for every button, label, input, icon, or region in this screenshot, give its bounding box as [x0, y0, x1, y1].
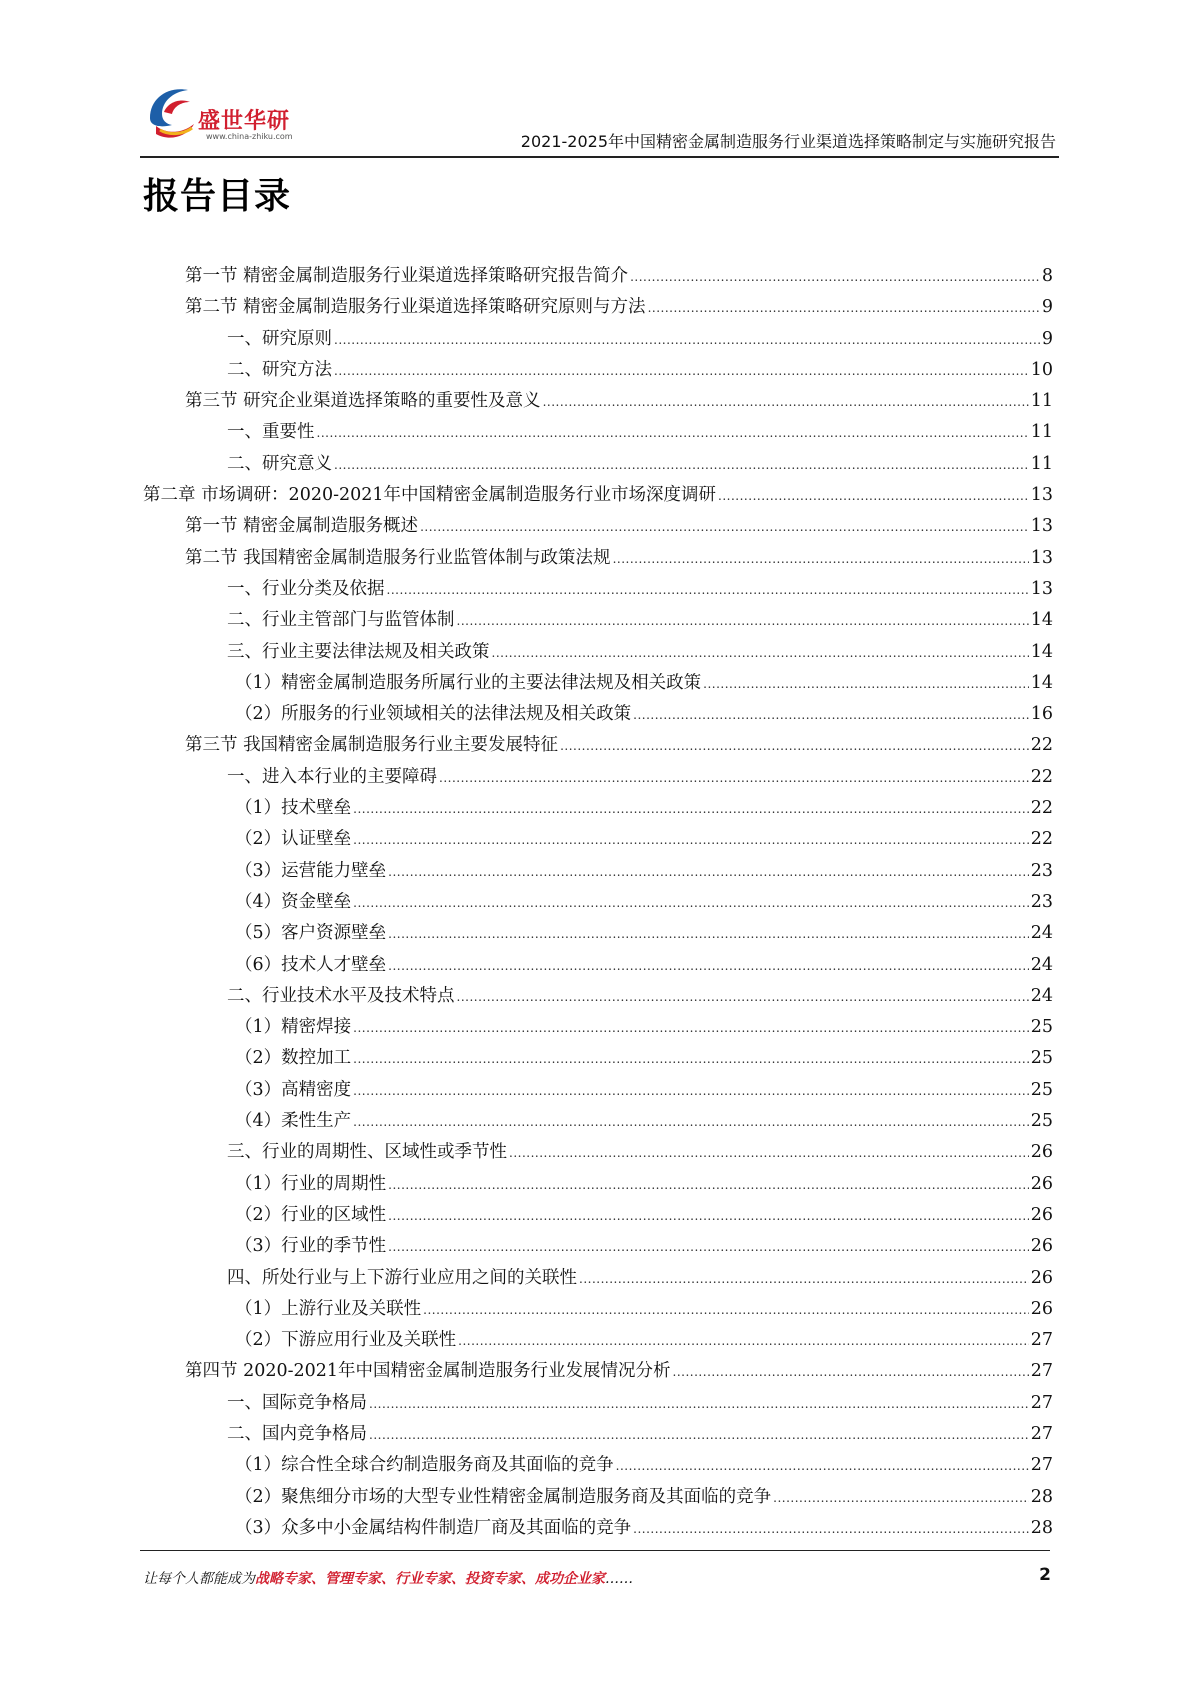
toc-entry[interactable] [143, 355, 1053, 386]
toc-entry[interactable] [143, 1325, 1053, 1356]
toc-dot-leader [388, 951, 1029, 982]
toc-entry-page: 16 [1030, 704, 1053, 725]
toc-entry[interactable] [143, 1388, 1053, 1419]
logo-url: www.china-zhiku.com [206, 132, 293, 141]
toc-entry[interactable] [143, 856, 1053, 887]
toc-entry-title: （3）行业的季节性 [235, 1236, 387, 1257]
toc-dot-leader [334, 450, 1029, 481]
company-logo [142, 84, 342, 144]
toc-entry[interactable] [143, 1263, 1053, 1294]
toc-dot-leader [458, 1326, 1029, 1357]
toc-dot-leader [388, 1201, 1029, 1232]
toc-entry[interactable] [143, 605, 1053, 636]
toc-entry-page: 25 [1030, 1017, 1053, 1038]
toc-entry[interactable] [143, 918, 1053, 949]
toc-entry[interactable] [143, 1012, 1053, 1043]
toc-entry-title: 第一节 精密金属制造服务概述 [185, 516, 419, 537]
toc-entry-title: 一、研究原则 [227, 328, 332, 349]
toc-dot-leader [353, 794, 1029, 825]
toc-dot-leader [579, 1264, 1029, 1295]
toc-entry-title: 第二节 我国精密金属制造服务行业监管体制与政策法规 [185, 547, 611, 568]
toc-dot-leader [353, 825, 1029, 856]
toc-dot-leader [616, 1451, 1029, 1482]
toc-entry-title: （2）下游应用行业及关联性 [235, 1330, 457, 1351]
footer-slogan-prefix: 让每个人都能成为 [143, 1571, 255, 1587]
toc-entry-page: 26 [1030, 1142, 1053, 1163]
toc-entry[interactable] [143, 981, 1053, 1012]
toc-entry[interactable] [143, 417, 1053, 448]
toc-entry-page: 14 [1030, 672, 1053, 693]
toc-entry-page: 25 [1030, 1079, 1053, 1100]
toc-entry-page: 27 [1030, 1423, 1053, 1444]
toc-entry-title: 二、行业主管部门与监管体制 [227, 610, 455, 631]
toc-dot-leader [388, 1232, 1029, 1263]
toc-entry[interactable] [143, 574, 1053, 605]
toc-entry-title: 二、研究意义 [227, 453, 332, 474]
toc-entry-page: 24 [1030, 954, 1053, 975]
toc-entry-page: 25 [1030, 1111, 1053, 1132]
toc-dot-leader [353, 1013, 1029, 1044]
toc-entry-page: 10 [1030, 359, 1053, 380]
toc-entry-page: 26 [1030, 1173, 1053, 1194]
toc-entry-page: 9 [1041, 297, 1053, 318]
toc-entry-title: 第三节 研究企业渠道选择策略的重要性及意义 [185, 391, 541, 412]
toc-dot-leader [439, 763, 1029, 794]
toc-entry-page: 22 [1030, 829, 1053, 850]
toc-dot-leader [334, 325, 1040, 356]
toc-entry-title: 第一节 精密金属制造服务行业渠道选择策略研究报告简介 [185, 266, 629, 286]
toc-dot-leader [369, 1420, 1029, 1451]
toc-entry-page: 9 [1041, 328, 1053, 349]
toc-dot-leader [673, 1357, 1029, 1388]
toc-dot-leader [353, 888, 1029, 919]
toc-entry-title: 一、重要性 [227, 422, 315, 443]
toc-entry[interactable] [143, 511, 1053, 542]
toc-entry[interactable] [143, 824, 1053, 855]
toc-entry[interactable] [143, 1106, 1053, 1137]
toc-entry[interactable] [143, 1137, 1053, 1168]
toc-entry[interactable] [143, 386, 1053, 417]
toc-entry-title: （1）精密金属制造服务所属行业的主要法律法规及相关政策 [235, 672, 702, 693]
toc-entry-page: 14 [1030, 641, 1053, 662]
toc-entry-title: （5）客户资源壁垒 [235, 923, 387, 944]
toc-entry[interactable] [143, 1450, 1053, 1481]
toc-entry-title: 第二章 市场调研：2020-2021年中国精密金属制造服务行业市场深度调研 [143, 485, 717, 506]
table-of-contents [143, 261, 1053, 1544]
toc-entry-page: 25 [1030, 1048, 1053, 1069]
toc-dot-leader [560, 731, 1029, 762]
toc-entry[interactable] [143, 261, 1053, 292]
toc-entry[interactable] [143, 793, 1053, 824]
footer-divider [140, 1550, 1050, 1551]
report-title: 2021-2025年中国精密金属制造服务行业渠道选择策略制定与实施研究报告 [520, 132, 1056, 151]
toc-dot-leader [718, 481, 1029, 512]
toc-entry-page: 22 [1030, 735, 1053, 756]
toc-entry-title: （1）上游行业及关联性 [235, 1298, 422, 1319]
toc-dot-leader [353, 1076, 1029, 1107]
toc-entry-page: 11 [1030, 422, 1053, 443]
toc-entry-page: 26 [1030, 1298, 1053, 1319]
toc-dot-leader [633, 700, 1029, 731]
toc-entry[interactable] [143, 730, 1053, 761]
toc-entry-page: 22 [1030, 798, 1053, 819]
logo-name: 盛世华研 [198, 109, 291, 134]
toc-entry[interactable] [143, 324, 1053, 355]
toc-entry-page: 14 [1030, 610, 1053, 631]
toc-dot-leader [703, 669, 1029, 700]
toc-entry[interactable] [143, 1419, 1053, 1450]
toc-dot-leader [457, 606, 1029, 637]
toc-entry-page: 24 [1030, 985, 1053, 1006]
toc-entry-title: 第四节 2020-2021年中国精密金属制造服务行业发展情况分析 [185, 1361, 671, 1382]
toc-entry-title: （3）高精密度 [235, 1079, 352, 1100]
logo-emblem-icon [142, 84, 202, 144]
toc-dot-leader [387, 575, 1029, 606]
toc-entry-page: 28 [1030, 1517, 1053, 1538]
toc-entry-page: 26 [1030, 1236, 1053, 1257]
toc-entry-page: 11 [1030, 453, 1053, 474]
toc-entry-page: 11 [1030, 391, 1053, 412]
toc-dot-leader [633, 1514, 1029, 1545]
header-divider [140, 156, 1059, 158]
toc-dot-leader [388, 1170, 1029, 1201]
toc-entry[interactable] [143, 668, 1053, 699]
toc-entry-page: 8 [1041, 266, 1053, 286]
toc-entry-title: 二、国内竞争格局 [227, 1423, 367, 1444]
toc-entry-title: 三、行业的周期性、区域性或季节性 [227, 1142, 507, 1163]
toc-entry-title: （1）精密焊接 [235, 1017, 352, 1038]
toc-dot-leader [648, 293, 1040, 324]
toc-dot-leader [613, 544, 1029, 575]
toc-entry[interactable] [143, 637, 1053, 668]
toc-entry-title: （1）行业的周期性 [235, 1173, 387, 1194]
toc-dot-leader [388, 919, 1029, 950]
toc-dot-leader [369, 1389, 1029, 1420]
toc-entry[interactable] [143, 1513, 1053, 1544]
toc-entry[interactable] [143, 1231, 1053, 1262]
toc-entry-page: 13 [1030, 547, 1053, 568]
toc-entry-title: （2）认证壁垒 [235, 829, 352, 850]
toc-entry[interactable] [143, 1200, 1053, 1231]
toc-entry[interactable] [143, 950, 1053, 981]
toc-entry[interactable] [143, 292, 1053, 323]
toc-dot-leader [420, 512, 1029, 543]
toc-dot-leader [630, 262, 1040, 293]
toc-entry[interactable] [143, 449, 1053, 480]
toc-entry[interactable] [143, 699, 1053, 730]
toc-entry[interactable] [143, 1356, 1053, 1387]
toc-dot-leader [773, 1483, 1029, 1514]
toc-dot-leader [423, 1295, 1029, 1326]
toc-dot-leader [457, 982, 1029, 1013]
toc-entry-page: 22 [1030, 766, 1053, 787]
toc-entry-page: 13 [1030, 578, 1053, 599]
toc-entry-title: （6）技术人才壁垒 [235, 954, 387, 975]
toc-entry-page: 26 [1030, 1267, 1053, 1288]
toc-entry-title: （4）资金壁垒 [235, 891, 352, 912]
toc-entry-title: 四、所处行业与上下游行业应用之间的关联性 [227, 1267, 577, 1288]
toc-entry-title: （3）众多中小金属结构件制造厂商及其面临的竞争 [235, 1517, 632, 1538]
toc-entry[interactable] [143, 1075, 1053, 1106]
toc-entry-page: 27 [1030, 1330, 1053, 1351]
toc-entry-title: 二、行业技术水平及技术特点 [227, 985, 455, 1006]
toc-entry-title: （2）所服务的行业领域相关的法律法规及相关政策 [235, 704, 632, 725]
toc-entry-title: （1）技术壁垒 [235, 798, 352, 819]
toc-entry-title: （2）聚焦细分市场的大型专业性精密金属制造服务商及其面临的竞争 [235, 1486, 772, 1507]
toc-entry[interactable] [143, 480, 1053, 511]
toc-entry-title: 第三节 我国精密金属制造服务行业主要发展特征 [185, 735, 559, 756]
footer-slogan-highlight: 战略专家、管理专家、行业专家、投资专家、成功企业家 [255, 1571, 605, 1587]
toc-entry[interactable] [143, 887, 1053, 918]
toc-entry-title: 一、国际竞争格局 [227, 1392, 367, 1413]
toc-entry-title: 一、行业分类及依据 [227, 578, 385, 599]
toc-entry[interactable] [143, 1043, 1053, 1074]
toc-dot-leader [353, 1107, 1029, 1138]
toc-entry[interactable] [143, 543, 1053, 574]
toc-entry[interactable] [143, 762, 1053, 793]
toc-entry-page: 13 [1030, 516, 1053, 537]
toc-entry-title: 三、行业主要法律法规及相关政策 [227, 641, 490, 662]
toc-entry-page: 13 [1030, 485, 1053, 506]
toc-entry-page: 27 [1030, 1392, 1053, 1413]
toc-entry-title: （2）行业的区域性 [235, 1204, 387, 1225]
toc-entry-title: （1）综合性全球合约制造服务商及其面临的竞争 [235, 1455, 614, 1476]
toc-entry[interactable] [143, 1294, 1053, 1325]
toc-entry-page: 23 [1030, 891, 1053, 912]
toc-entry-title: （3）运营能力壁垒 [235, 860, 387, 881]
toc-entry-page: 27 [1030, 1455, 1053, 1476]
footer-slogan-suffix: …… [605, 1571, 633, 1587]
toc-dot-leader [353, 1044, 1029, 1075]
footer-slogan [143, 1568, 633, 1588]
toc-entry[interactable] [143, 1482, 1053, 1513]
toc-entry-page: 24 [1030, 923, 1053, 944]
toc-dot-leader [509, 1138, 1029, 1169]
toc-entry-title: 第二节 精密金属制造服务行业渠道选择策略研究原则与方法 [185, 297, 646, 318]
toc-dot-leader [388, 857, 1029, 888]
toc-dot-leader [334, 356, 1029, 387]
toc-entry[interactable] [143, 1169, 1053, 1200]
toc-entry-page: 23 [1030, 860, 1053, 881]
toc-entry-title: 二、研究方法 [227, 359, 332, 380]
toc-entry-page: 28 [1030, 1486, 1053, 1507]
toc-dot-leader [492, 638, 1029, 669]
page-number: 2 [1039, 1565, 1051, 1585]
toc-entry-page: 27 [1030, 1361, 1053, 1382]
toc-entry-title: （2）数控加工 [235, 1048, 352, 1069]
toc-entry-page: 26 [1030, 1204, 1053, 1225]
toc-entry-title: 一、进入本行业的主要障碍 [227, 766, 437, 787]
toc-dot-leader [543, 387, 1029, 418]
page-title: 报告目录 [143, 176, 292, 217]
toc-dot-leader [317, 418, 1029, 449]
toc-entry-title: （4）柔性生产 [235, 1111, 352, 1132]
